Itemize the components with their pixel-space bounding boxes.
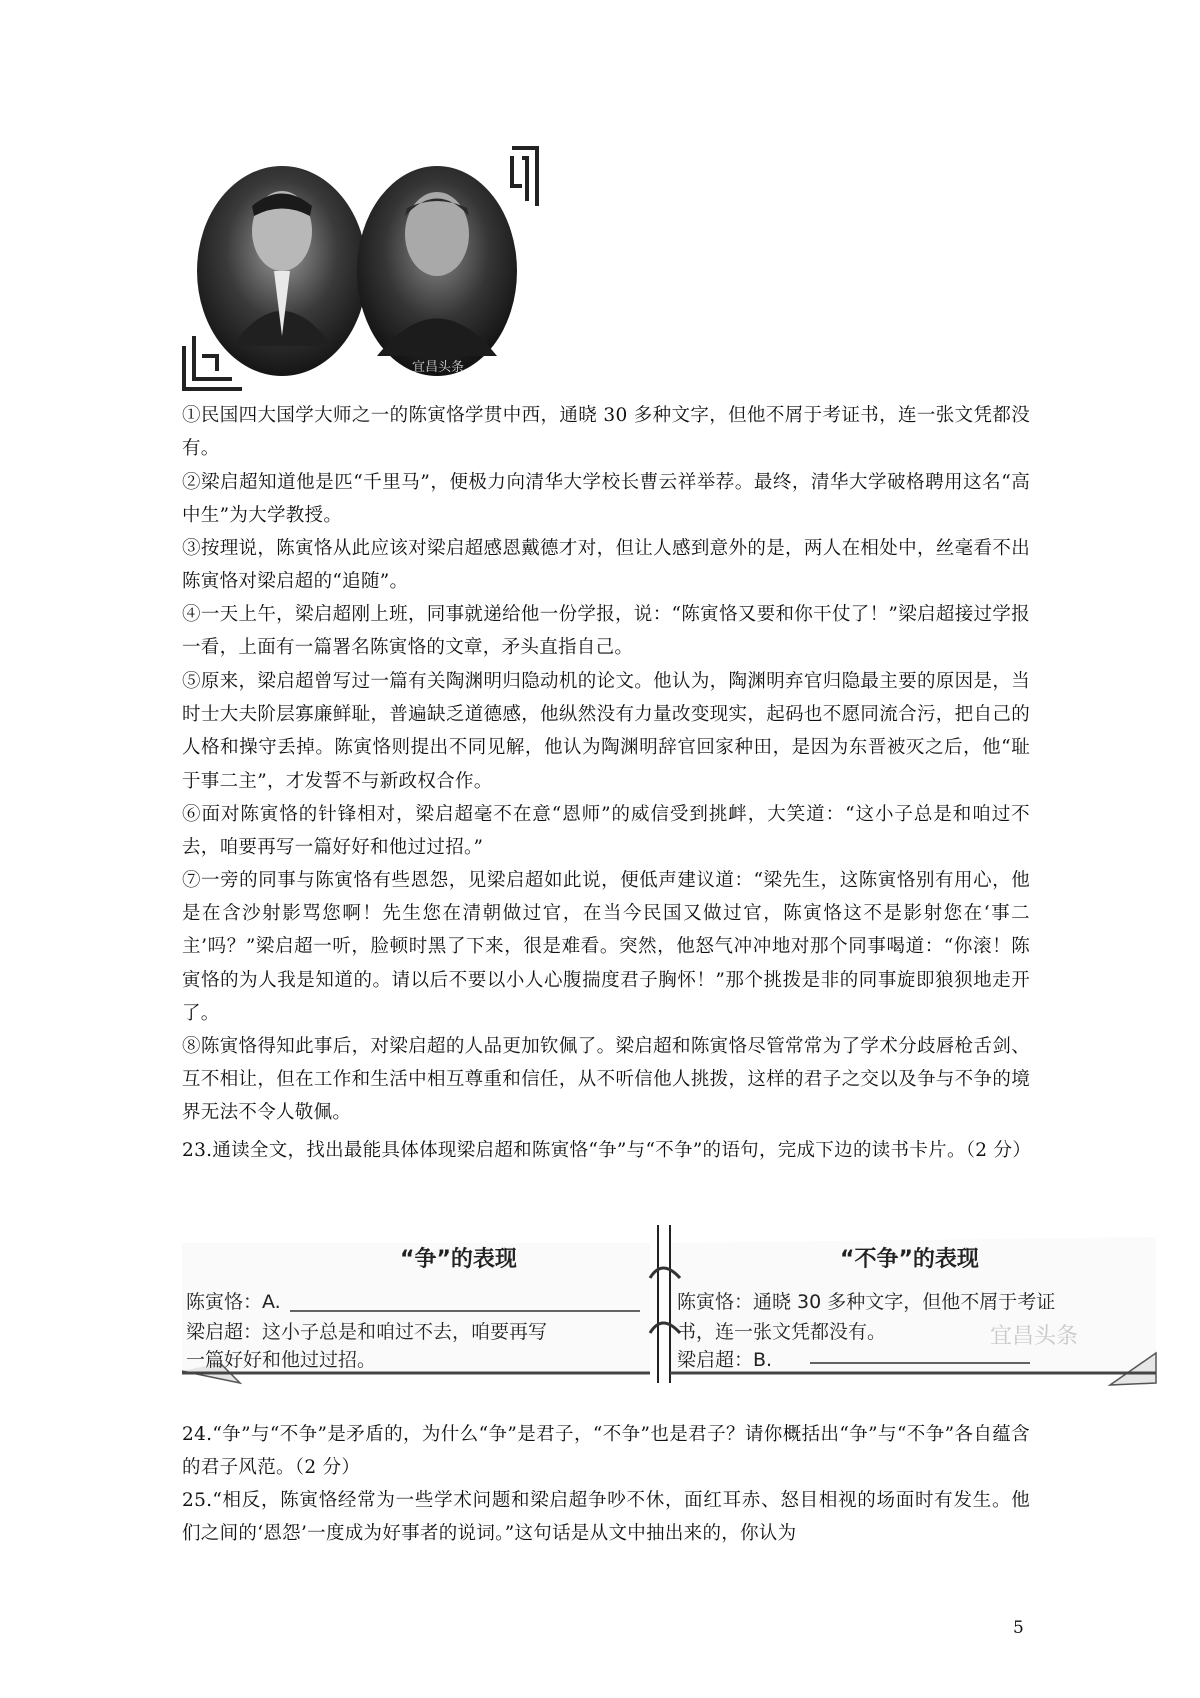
paragraph-5: ⑤原来，梁启超曾写过一篇有关陶渊明归隐动机的论文。他认为，陶渊明弃官归隐最主要的原因是，当时士大夫阶层寡廉鲜耻，普遍缺乏道德感，他纵然没有力量改变现实，起码也不愿同流合污，把自己的人格和操守丢掉。陈寅恪则提出不同见解，他认为陶渊明辞官回家种田，是因为东晋被灭之后，他“耻于事二主”，才发誓不与新政权合作。 (182, 671, 1030, 792)
card-left-liang-1: 梁启超：这小子总是和咱过不去，咱要再写 (186, 1321, 548, 1343)
card-left-chen: 陈寅恪：A. (186, 1291, 281, 1313)
card-right-chen-2: 书，连一张文凭都没有。 (677, 1321, 887, 1343)
card-right-title: “不争”的表现 (840, 1247, 979, 1272)
card-right-liang: 梁启超：B. (677, 1349, 773, 1371)
card-left-title: “争”的表现 (400, 1247, 517, 1272)
card-watermark: 宜昌头条 (990, 1324, 1079, 1349)
paragraph-7: ⑦一旁的同事与陈寅恪有些恩怨，见梁启超如此说，便低声建议道：“梁先生，这陈寅恪别有用心，他是在含沙射影骂您啊！先生您在清朝做过官，在当今民国又做过官，陈寅恪这不是影射您在‘事二主’吗？”梁启超一听，脸顿时黑了下来，很是难看。突然，他怒气冲冲地对那个同事喝道：“你滚！陈寅恪的为人我是知道的。请以后不要以小人心腹揣度君子胸怀！”那个挑拨是非的同事旋即狼狈地走开了。 (182, 870, 1030, 1024)
portrait-photo (182, 146, 539, 391)
paragraph-3: ③按理说，陈寅恪从此应该对梁启超感恩戴德才对，但让人感到意外的是，两人在相处中，丝毫看不出陈寅恪对梁启超的“追随”。 (182, 538, 1030, 593)
portrait-photo-graphic (182, 146, 539, 391)
page-number: 5 (1013, 1618, 1024, 1638)
question-23: 23.通读全文，找出最能具体体现梁启超和陈寅恪“争”与“不争”的语句，完成下边的读书卡片。（2 分） (182, 1140, 1032, 1161)
reading-card-graphic (180, 1223, 1161, 1386)
card-left-liang-2: 一篇好好和他过过招。 (186, 1349, 377, 1371)
corner-ornament-top (512, 148, 537, 206)
card-right-chen-1: 陈寅恪：通晓 30 多种文字，但他不屑于考证 (677, 1291, 1056, 1313)
paragraph-8: ⑧陈寅恪得知此事后，对梁启超的人品更加钦佩了。梁启超和陈寅恪尽管常常为了学术分歧唇枪舌剑、互不相让，但在工作和生活中相互尊重和信任，从不听信他人挑拨，这样的君子之交以及争与不争的境界无法不令人敬佩。 (182, 1036, 1030, 1124)
paragraph-2: ②梁启超知道他是匹“千里马”，便极力向清华大学校长曹云祥举荐。最终，清华大学破格聘用这名“高中生”为大学教授。 (182, 472, 1030, 527)
paragraph-6: ⑥面对陈寅恪的针锋相对，梁启超毫不在意“恩师”的威信受到挑衅，大笑道：“这小子总是和咱过不去，咱要再写一篇好好和他过过招。” (182, 804, 1030, 859)
reading-card (180, 1223, 1161, 1386)
question-25: 25.“相反，陈寅恪经常为一些学术问题和梁启超争吵不休，面红耳赤、怒目相视的场面时有发生。他们之间的‘恩怨’一度成为好事者的说词。”这句话是从文中抽出来的，你认为 (182, 1490, 1030, 1545)
paragraph-4: ④一天上午，梁启超刚上班，同事就递给他一份学报，说：“陈寅恪又要和你干仗了！”梁启超接过学报一看，上面有一篇署名陈寅恪的文章，矛头直指自己。 (182, 604, 1030, 659)
photo-watermark: 宜昌头条 (412, 360, 465, 375)
question-24: 24.“争”与“不争”是矛盾的，为什么“争”是君子，“不争”也是君子？请你概括出“争”与“不争”各自蕴含的君子风范。（2 分） (182, 1424, 1030, 1479)
paragraph-1: ①民国四大国学大师之一的陈寅恪学贯中西，通晓 30 多种文字，但他不屑于考证书，连一张文凭都没有。 (182, 405, 1030, 460)
